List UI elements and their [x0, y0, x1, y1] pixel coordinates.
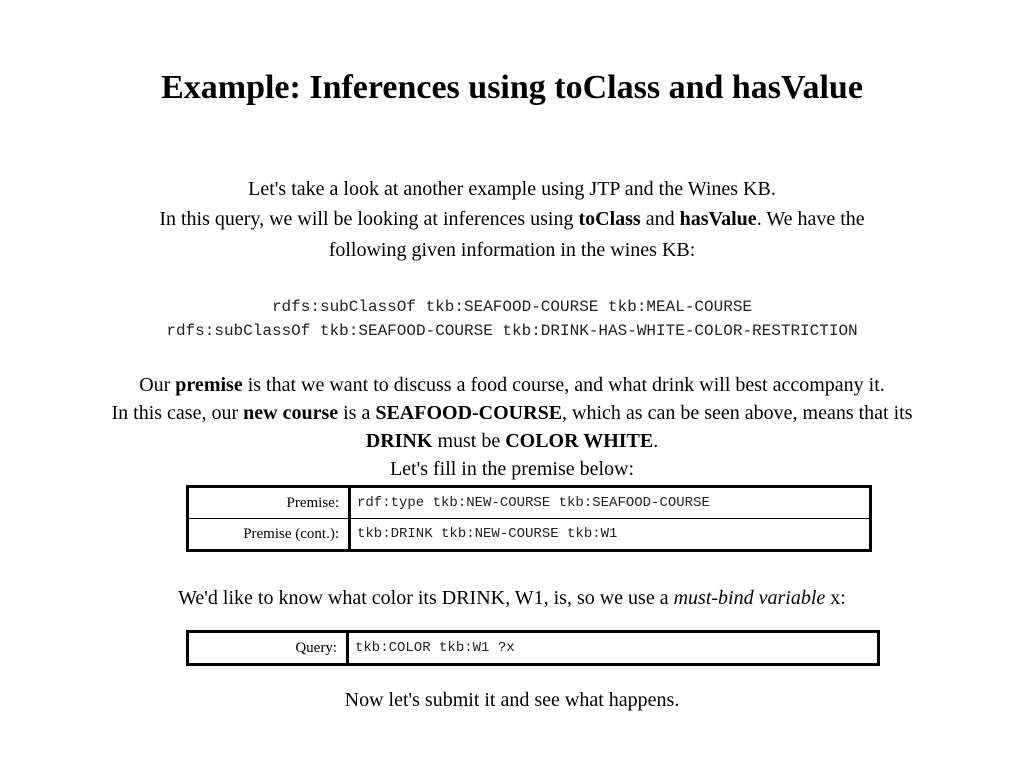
- intro-line-2-prefix: In this query, we will be looking at inferences using: [159, 208, 579, 230]
- term-color-white: COLOR WHITE: [505, 430, 654, 452]
- query-description: [0, 583, 1024, 613]
- term-drink: DRINK: [365, 430, 433, 452]
- premise-cont-row: [188, 519, 871, 551]
- intro-line-2: [0, 204, 1024, 234]
- term-seafood-course: SEAFOOD-COURSE: [375, 402, 563, 424]
- premise-cont-input[interactable]: [355, 524, 869, 544]
- premise-line-1: [0, 370, 1024, 400]
- premise-row: [188, 487, 871, 519]
- intro-line-1: [0, 174, 1024, 204]
- premise-line-1-prefix: Our: [139, 374, 176, 396]
- intro-line-1-text: Let's take a look at another example using JTP and the Wines KB.: [248, 178, 776, 200]
- page-title: Example: Inferences using toClass and hasValue: [161, 69, 863, 106]
- kb-fact-1: rdfs:subClassOf tkb:SEAFOOD-COURSE tkb:MEAL-COURSE: [271, 298, 753, 316]
- term-must-bind-variable: must-bind variable: [673, 587, 826, 609]
- query-description-prefix: We'd like to know what color its DRINK, W1, is, so we use a: [178, 587, 674, 609]
- kb-fact-2: rdfs:subClassOf tkb:SEAFOOD-COURSE tkb:DRINK-HAS-WHITE-COLOR-RESTRICTION: [166, 322, 858, 340]
- premise-line-4-text: Let's fill in the premise below:: [389, 458, 635, 480]
- premise-line-4: [0, 454, 1024, 484]
- premise-line-2-suffix: , which as can be seen above, means that its: [562, 402, 913, 424]
- premise-cell: [350, 487, 871, 519]
- premise-line-2-mid: is a: [338, 402, 376, 424]
- premise-line-3-mid: must be: [432, 430, 506, 452]
- intro-line-2-suffix: . We have the: [756, 208, 865, 230]
- intro-line-3: [0, 235, 1024, 265]
- term-hasvalue: hasValue: [679, 208, 757, 230]
- premise-line-3: [0, 426, 1024, 456]
- intro-line-3-text: following given information in the wines KB:: [328, 239, 696, 261]
- term-toclass: toClass: [578, 208, 641, 230]
- premise-line-2: [0, 398, 1024, 428]
- premise-cont-label: Premise (cont.):: [188, 519, 350, 551]
- premise-cont-cell: [350, 519, 871, 551]
- premise-form: [186, 485, 872, 552]
- term-new-course: new course: [243, 402, 339, 424]
- premise-line-3-suffix: .: [653, 430, 659, 452]
- query-row: [188, 632, 879, 665]
- premise-line-1-suffix: is that we want to discuss a food course, and what drink will best accompany it.: [242, 374, 885, 396]
- query-form: [186, 630, 880, 666]
- query-label: Query:: [188, 632, 348, 665]
- query-description-suffix: x:: [825, 587, 846, 609]
- query-cell: [348, 632, 879, 665]
- premise-line-2-prefix: In this case, our: [111, 402, 244, 424]
- premise-input[interactable]: [355, 493, 869, 513]
- closing-text: Now let's submit it and see what happens.: [344, 689, 680, 711]
- intro-line-2-mid: and: [640, 208, 680, 230]
- term-premise: premise: [175, 374, 243, 396]
- query-input[interactable]: [353, 638, 877, 658]
- premise-label: Premise:: [188, 487, 350, 519]
